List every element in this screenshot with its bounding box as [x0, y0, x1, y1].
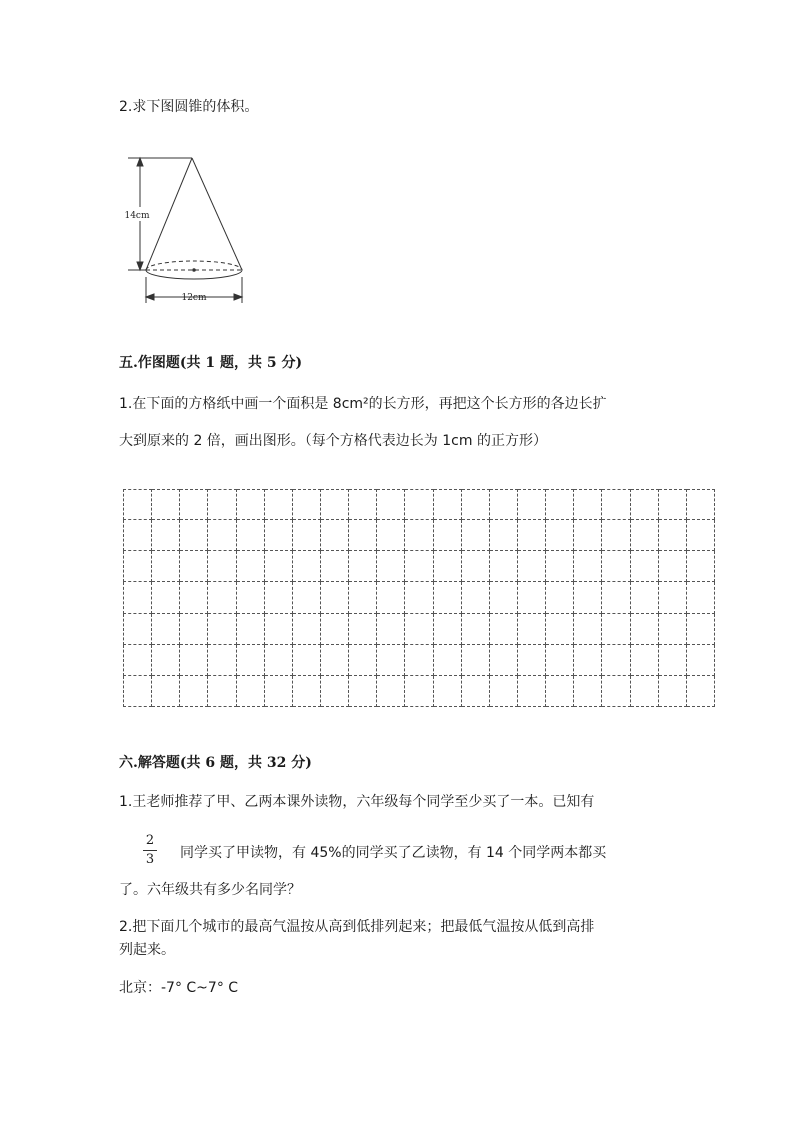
grid-cell[interactable]: [237, 676, 265, 707]
grid-cell[interactable]: [180, 489, 208, 520]
grid-cell[interactable]: [434, 582, 462, 613]
grid-cell[interactable]: [631, 551, 659, 582]
grid-cell[interactable]: [377, 551, 405, 582]
grid-cell[interactable]: [687, 645, 715, 676]
grid-cell[interactable]: [208, 520, 236, 551]
grid-cell[interactable]: [180, 520, 208, 551]
grid-cell[interactable]: [546, 676, 574, 707]
grid-cell[interactable]: [265, 551, 293, 582]
grid-cell[interactable]: [659, 614, 687, 645]
grid-cell[interactable]: [265, 645, 293, 676]
grid-cell[interactable]: [659, 676, 687, 707]
grid-cell[interactable]: [377, 645, 405, 676]
grid-cell[interactable]: [574, 551, 602, 582]
grid-cell[interactable]: [631, 520, 659, 551]
grid-cell[interactable]: [631, 582, 659, 613]
grid-cell[interactable]: [434, 520, 462, 551]
grid-cell[interactable]: [377, 582, 405, 613]
grid-cell[interactable]: [574, 645, 602, 676]
grid-cell[interactable]: [546, 614, 574, 645]
grid-cell[interactable]: [405, 614, 433, 645]
grid-cell[interactable]: [574, 520, 602, 551]
grid-cell[interactable]: [265, 489, 293, 520]
grid-cell[interactable]: [321, 520, 349, 551]
grid-cell[interactable]: [462, 489, 490, 520]
grid-cell[interactable]: [490, 520, 518, 551]
grid-cell[interactable]: [434, 645, 462, 676]
grid-cell[interactable]: [377, 614, 405, 645]
grid-cell[interactable]: [293, 645, 321, 676]
grid-cell[interactable]: [237, 582, 265, 613]
grid-cell[interactable]: [349, 582, 377, 613]
grid-cell[interactable]: [434, 676, 462, 707]
grid-cell[interactable]: [123, 520, 152, 551]
grid-cell[interactable]: [208, 582, 236, 613]
grid-row: [123, 551, 715, 582]
grid-cell[interactable]: [518, 645, 546, 676]
grid-cell[interactable]: [349, 551, 377, 582]
question-text: 了。六年级共有多少名同学？: [119, 882, 301, 898]
grid-cell[interactable]: [462, 551, 490, 582]
question-text: 同学买了甲读物，有 45%的同学买了乙读物，有 14 个同学两本都买: [180, 845, 607, 861]
grid-cell[interactable]: [434, 614, 462, 645]
grid-cell[interactable]: [152, 489, 180, 520]
fraction: [143, 833, 157, 868]
grid-cell[interactable]: [490, 645, 518, 676]
grid-cell[interactable]: [321, 489, 349, 520]
grid-cell[interactable]: [602, 582, 630, 613]
grid-cell[interactable]: [518, 489, 546, 520]
grid-cell[interactable]: [180, 582, 208, 613]
grid-cell[interactable]: [405, 676, 433, 707]
grid-cell[interactable]: [602, 614, 630, 645]
grid-cell[interactable]: [265, 676, 293, 707]
grid-cell[interactable]: [237, 614, 265, 645]
grid-cell[interactable]: [377, 676, 405, 707]
grid-cell[interactable]: [574, 489, 602, 520]
grid-cell[interactable]: [546, 645, 574, 676]
question-text: 2.求下图圆锥的体积。: [119, 99, 259, 115]
grid-cell[interactable]: [631, 614, 659, 645]
grid-cell[interactable]: [574, 582, 602, 613]
grid-cell[interactable]: [265, 614, 293, 645]
grid-row: [123, 520, 715, 551]
question-text: 1.王老师推荐了甲、乙两本课外读物，六年级每个同学至少买了一本。已知有: [119, 794, 595, 810]
grid-cell[interactable]: [518, 551, 546, 582]
grid-cell[interactable]: [237, 551, 265, 582]
fraction-denominator: 3: [145, 852, 155, 867]
cone-right-side: [192, 158, 242, 270]
grid-cell[interactable]: [152, 645, 180, 676]
grid-cell[interactable]: [490, 582, 518, 613]
grid-row: [123, 582, 715, 613]
grid-cell[interactable]: [152, 582, 180, 613]
grid-cell[interactable]: [631, 645, 659, 676]
grid-cell[interactable]: [602, 676, 630, 707]
grid-cell[interactable]: [180, 676, 208, 707]
grid-cell[interactable]: [321, 551, 349, 582]
grid-cell[interactable]: [659, 489, 687, 520]
grid-cell[interactable]: [123, 614, 152, 645]
question-text: 1.在下面的方格纸中画一个面积是 8cm²的长方形，再把这个长方形的各边长扩: [119, 396, 607, 412]
grid-cell[interactable]: [265, 582, 293, 613]
grid-cell[interactable]: [518, 676, 546, 707]
grid-cell[interactable]: [518, 614, 546, 645]
grid-cell[interactable]: [237, 520, 265, 551]
grid-cell[interactable]: [462, 582, 490, 613]
grid-cell[interactable]: [546, 582, 574, 613]
grid-cell[interactable]: [574, 614, 602, 645]
question-text: 2.把下面几个城市的最高气温按从高到低排列起来；把最低气温按从低到高排: [119, 919, 595, 935]
question-text: 大到原来的 2 倍，画出图形。（每个方格代表边长为 1cm 的正方形）: [119, 433, 547, 449]
grid-cell[interactable]: [152, 551, 180, 582]
grid-cell[interactable]: [405, 645, 433, 676]
grid-cell[interactable]: [490, 614, 518, 645]
grid-cell[interactable]: [152, 614, 180, 645]
grid-cell[interactable]: [546, 489, 574, 520]
grid-cell[interactable]: [659, 520, 687, 551]
grid-cell[interactable]: [659, 582, 687, 613]
grid-cell[interactable]: [208, 645, 236, 676]
grid-cell[interactable]: [180, 645, 208, 676]
grid-cell[interactable]: [687, 520, 715, 551]
grid-row: [123, 489, 715, 520]
grid-cell[interactable]: [687, 582, 715, 613]
grid-cell[interactable]: [546, 520, 574, 551]
grid-cell[interactable]: [377, 489, 405, 520]
grid-cell[interactable]: [518, 520, 546, 551]
grid-cell[interactable]: [659, 551, 687, 582]
grid-cell[interactable]: [462, 676, 490, 707]
section-heading: 五.作图题(共 1 题，共 5 分): [119, 355, 303, 371]
center-point: [192, 268, 196, 272]
grid-cell[interactable]: [293, 582, 321, 613]
grid-cell[interactable]: [349, 676, 377, 707]
grid-cell[interactable]: [687, 676, 715, 707]
grid-cell[interactable]: [349, 520, 377, 551]
grid-cell[interactable]: [462, 645, 490, 676]
grid-cell[interactable]: [377, 520, 405, 551]
grid-cell[interactable]: [293, 489, 321, 520]
grid-cell[interactable]: [405, 551, 433, 582]
section-heading: 六.解答题(共 6 题，共 32 分): [119, 755, 312, 771]
grid-cell[interactable]: [405, 582, 433, 613]
question-text: 列起来。: [119, 942, 175, 958]
grid-cell[interactable]: [434, 489, 462, 520]
grid-cell[interactable]: [602, 645, 630, 676]
grid-cell[interactable]: [208, 676, 236, 707]
grid-cell[interactable]: [434, 551, 462, 582]
grid-cell[interactable]: [180, 551, 208, 582]
grid-cell[interactable]: [321, 582, 349, 613]
grid-cell[interactable]: [152, 676, 180, 707]
grid-row: [123, 645, 715, 676]
grid-cell[interactable]: [293, 551, 321, 582]
grid-row: [123, 676, 715, 707]
grid-cell[interactable]: [208, 614, 236, 645]
grid-cell[interactable]: [631, 489, 659, 520]
grid-cell[interactable]: [237, 645, 265, 676]
grid-cell[interactable]: [265, 520, 293, 551]
question-text: 北京：-7° C~7° C: [119, 980, 239, 996]
grid-cell[interactable]: [546, 551, 574, 582]
grid-row: [123, 614, 715, 645]
height-label: 14cm: [124, 211, 150, 221]
fraction-numerator: 2: [145, 833, 155, 848]
grid-cell[interactable]: [602, 489, 630, 520]
grid-cell[interactable]: [123, 489, 152, 520]
grid-cell[interactable]: [208, 489, 236, 520]
grid-cell[interactable]: [462, 614, 490, 645]
grid-cell[interactable]: [490, 551, 518, 582]
grid-cell[interactable]: [293, 614, 321, 645]
grid-cell[interactable]: [208, 551, 236, 582]
diameter-label: 12cm: [181, 293, 207, 303]
grid-cell[interactable]: [321, 645, 349, 676]
grid-cell[interactable]: [293, 676, 321, 707]
grid-cell[interactable]: [490, 676, 518, 707]
grid-cell[interactable]: [321, 614, 349, 645]
grid-cell[interactable]: [631, 676, 659, 707]
grid-cell[interactable]: [123, 551, 152, 582]
grid-cell[interactable]: [518, 582, 546, 613]
grid-cell[interactable]: [349, 645, 377, 676]
grid-cell[interactable]: [123, 676, 152, 707]
grid-cell[interactable]: [349, 614, 377, 645]
grid-cell[interactable]: [123, 645, 152, 676]
grid-cell[interactable]: [349, 489, 377, 520]
grid-cell[interactable]: [687, 551, 715, 582]
grid-cell[interactable]: [293, 520, 321, 551]
grid-cell[interactable]: [462, 520, 490, 551]
grid-cell[interactable]: [659, 645, 687, 676]
grid-cell[interactable]: [574, 676, 602, 707]
grid-cell[interactable]: [405, 520, 433, 551]
grid-cell[interactable]: [602, 551, 630, 582]
grid-cell[interactable]: [490, 489, 518, 520]
graph-paper-grid[interactable]: [123, 489, 715, 707]
grid-cell[interactable]: [321, 676, 349, 707]
grid-cell[interactable]: [687, 489, 715, 520]
grid-cell[interactable]: [123, 582, 152, 613]
cone-diagram: [120, 145, 250, 305]
grid-cell[interactable]: [152, 520, 180, 551]
grid-cell[interactable]: [405, 489, 433, 520]
grid-cell[interactable]: [602, 520, 630, 551]
grid-cell[interactable]: [687, 614, 715, 645]
grid-cell[interactable]: [237, 489, 265, 520]
grid-cell[interactable]: [180, 614, 208, 645]
